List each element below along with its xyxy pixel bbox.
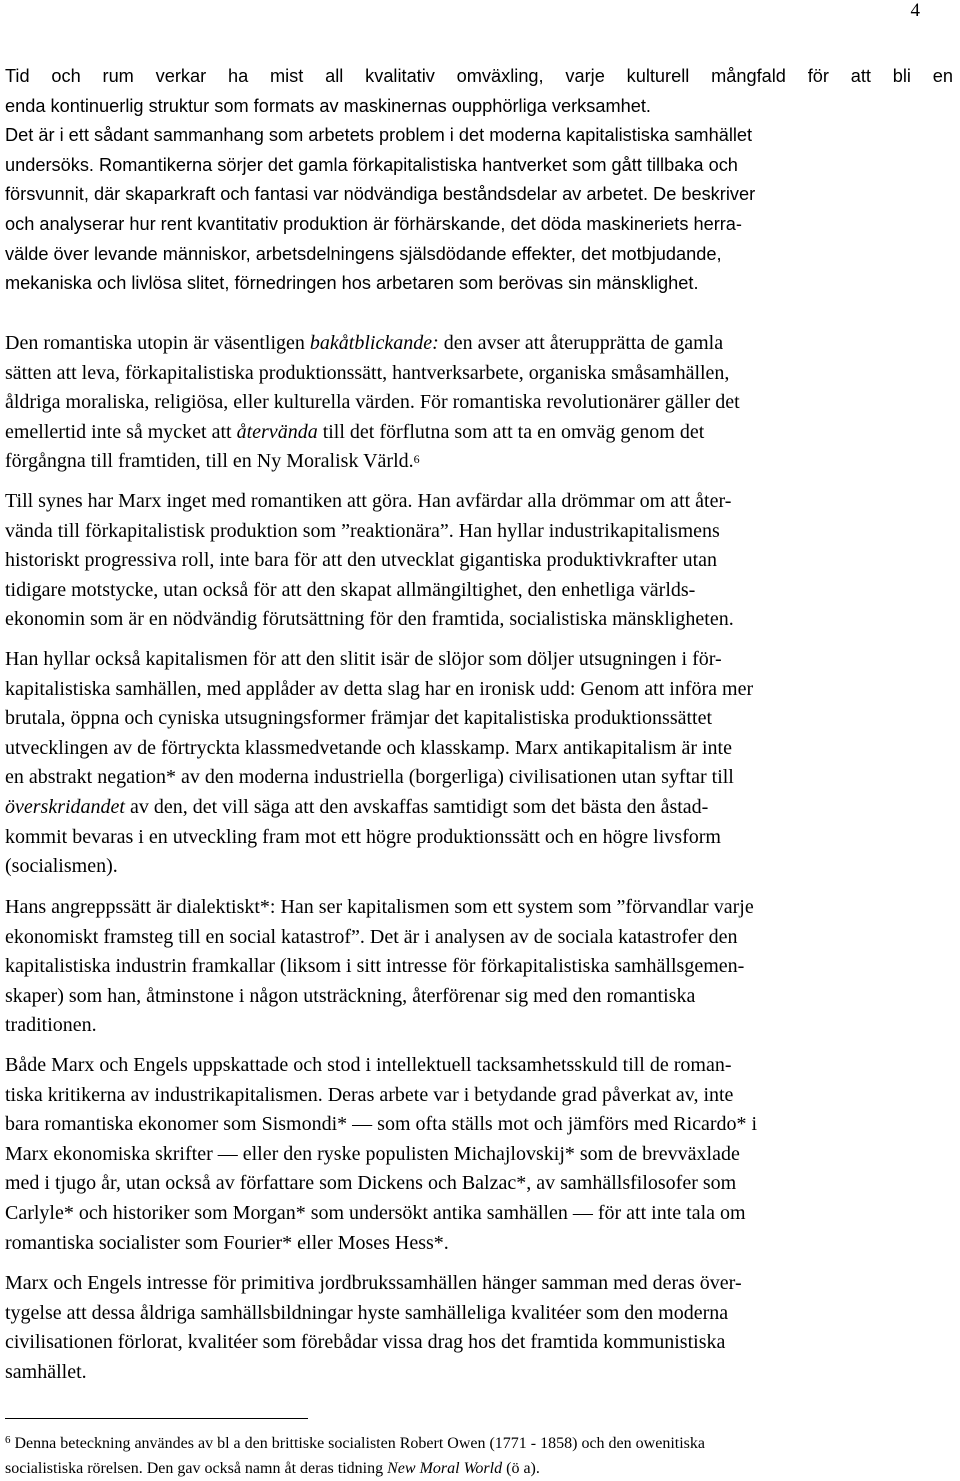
paragraph-2 (5, 329, 953, 477)
text-line (5, 447, 953, 477)
text-line (5, 793, 953, 823)
italic-term: återvända (236, 420, 318, 443)
footnote (5, 1432, 953, 1481)
text-line: kapitalistiska industrin framkallar (liksom i sitt intresse för förkapitalistiska samhällsgemen- (5, 955, 745, 978)
text-line: Tid och rum verkar ha mist all kvalitativ omväxling, varje kulturell mångfald för att bli en (5, 66, 953, 86)
italic-term: bakåtblickande: (309, 332, 439, 354)
text-line: undersöks. Romantikerna sörjer det gamla förkapitalistiska hantverket som gått tillbaka och (5, 154, 738, 175)
footnote-divider (5, 1418, 308, 1419)
text-line: samhället. (5, 1360, 87, 1383)
text-line: civilisationen förlorat, kvalitéer som förebådar vissa drag hos det framtida kommunistiska (5, 1331, 726, 1354)
text-line: ekonomiskt framsteg till en social katastrof”. Det är i analysen av de sociala katastrofer den (5, 925, 738, 948)
text-line: Det är i ett sådant sammanhang som arbetets problem i det moderna kapitalistiska samhället (5, 125, 753, 146)
text-run: till det förflutna som att ta en omväg genom det (317, 420, 705, 443)
text-line: enda kontinuerlig struktur som formats av maskinernas oupphörliga verksamhet. (5, 95, 651, 116)
text-line: tiska kritikerna av industrikapitalismen. Deras arbete var i betydande grad påverkat av, inte (5, 1083, 734, 1106)
text-line: skaper) som han, åtminstone i någon utsträckning, återförenar sig med den romantiska (5, 984, 696, 1007)
paragraph-3 (5, 487, 953, 635)
text-line: Både Marx och Engels uppskattade och stod i intellektuell tacksamhetsskuld till de roman- (5, 1054, 732, 1076)
paragraph-1 (5, 62, 953, 299)
italic-title: New Moral World (387, 1460, 503, 1477)
text-line: välde över levande människor, arbetsdelningens själsdödande effekter, det motbjudande, (5, 243, 722, 264)
text-run: emellertid inte så mycket att (5, 420, 237, 443)
text-line: försvunnit, där skaparkraft och fantasi var nödvändiga beståndsdelar av arbetet. De beskriver (5, 184, 756, 205)
text-line: tidigare motstycke, utan också för att den skapat allmängiltighet, den enhetliga världs- (5, 578, 696, 601)
text-run: förgångna till framtiden, till en Ny Moralisk Värld. (5, 450, 414, 473)
text-line: ekonomin som är en nödvändig förutsättning för den framtida, socialistiska mänskligheten. (5, 608, 734, 631)
text-run: socialistiska rörelsen. Den gav också namn åt deras tidning (5, 1460, 388, 1477)
paragraph-4 (5, 645, 953, 882)
text-line: sätten att leva, förkapitalistiska produktionssätt, hantverksarbete, organiska småsamhällen, (5, 361, 730, 384)
text-line: traditionen. (5, 1014, 97, 1037)
text-line: bara romantiska ekonomer som Sismondi* — som ofta ställs mot och jämförs med Ricardo* i (5, 1113, 758, 1136)
paragraph-6 (5, 1051, 953, 1258)
text-line: vända till förkapitalistisk produktion som ”reaktionära”. Han hyllar industrikapitalismens (5, 519, 720, 542)
text-line: historiskt progressiva roll, inte bara för att den utvecklat gigantiska produktivkrafter utan (5, 549, 718, 572)
text-line: kommit bevaras i en utveckling fram mot ett högre produktionssätt och en högre livsform (5, 825, 721, 848)
footnote-line (5, 1457, 953, 1481)
paragraph-7 (5, 1269, 953, 1387)
text-line: tygelse att dessa åldriga samhällsbildningar hyste samhälleliga kvalitéer som den moderna (5, 1301, 729, 1324)
text-line: en abstrakt negation* av den moderna industriella (borgerliga) civilisationen utan syftar till (5, 766, 734, 789)
page-number: 4 (910, 0, 920, 21)
text-run: Den romantiska utopin är väsentligen (5, 332, 310, 354)
text-line: Carlyle* och historiker som Morgan* som undersökt antika samhällen — för att inte tala om (5, 1201, 746, 1224)
footnote-reference: 6 (413, 452, 420, 467)
footnote-number: 6 (5, 1434, 11, 1446)
text-line: brutala, öppna och cyniska utsugningsformer främjar det kapitalistiska produktionssättet (5, 707, 713, 730)
text-line: kapitalistiska samhällen, med applåder av detta slag har en ironisk udd: Genom att införa mer (5, 677, 754, 700)
text-line: Marx och Engels intresse för primitiva jordbrukssamhällen hänger samman med deras över- (5, 1272, 742, 1294)
text-line: Han hyllar också kapitalismen för att den slitit isär de slöjor som döljer utsugningen i för- (5, 648, 722, 670)
text-line: (socialismen). (5, 855, 118, 878)
text-line: Marx ekonomiska skrifter — eller den ryske populisten Michajlovskij* som de brevväxlade (5, 1142, 740, 1165)
text-line (5, 418, 953, 448)
text-line: och analyserar hur rent kvantitativ produktion är förhärskande, det döda maskineriets herra- (5, 213, 742, 234)
text-line: med i tjugo år, utan också av författare som Dickens och Balzac*, av samhällsfilosofer som (5, 1172, 737, 1195)
paragraph-5 (5, 893, 953, 1041)
text-line: Till synes har Marx inget med romantiken att göra. Han avfärdar alla drömmar om att åter- (5, 490, 732, 512)
text-run: den avser att återupprätta de gamla (438, 332, 724, 354)
text-line: romantiska socialister som Fourier* eller Moses Hess*. (5, 1231, 449, 1254)
footnote-line (5, 1432, 953, 1457)
text-line: åldriga moraliska, religiösa, eller kulturella värden. För romantiska revolutionärer gäller det (5, 391, 740, 414)
text-run: (ö a). (502, 1460, 540, 1477)
text-run: av den, det vill säga att den avskaffas samtidigt som det bästa den åstad- (124, 795, 709, 818)
text-run: Denna beteckning användes av bl a den brittiske socialisten Robert Owen (1771 - 1858) och den owenitiska (10, 1435, 705, 1452)
italic-term: överskridandet (5, 795, 125, 818)
text-line: Hans angreppssätt är dialektiskt*: Han ser kapitalismen som ett system som ”förvandlar varje (5, 896, 754, 918)
text-line: utvecklingen av de förtryckta klassmedvetande och klasskamp. Marx antikapitalism är inte (5, 736, 732, 759)
text-line (5, 329, 953, 359)
text-line: mekaniska och livlösa slitet, förnedringen hos arbetaren som berövas sin mänsklighet. (5, 273, 699, 294)
